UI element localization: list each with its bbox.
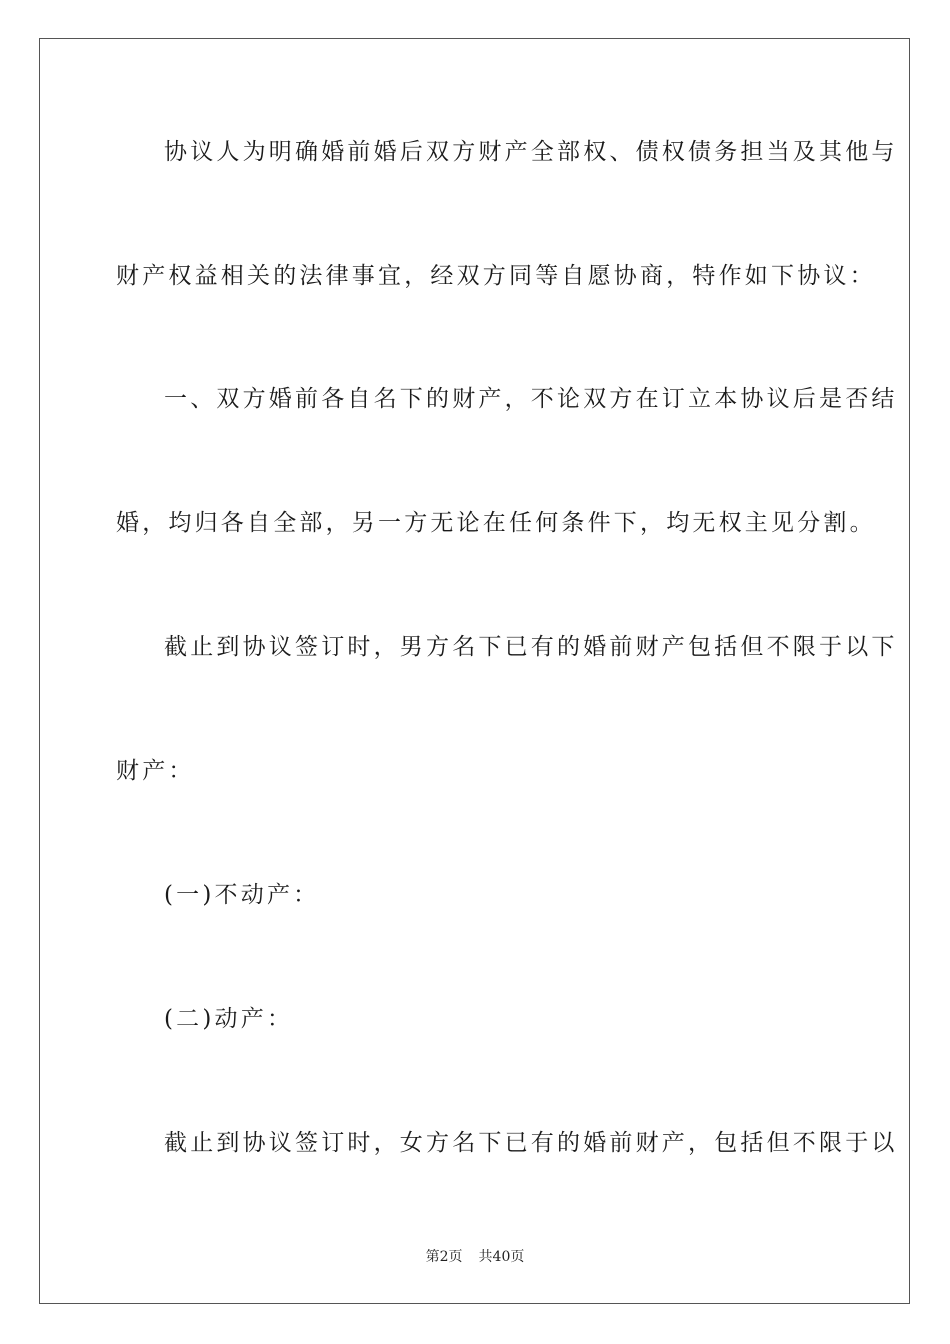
paragraph-line-4: 婚，均归各自全部，另一方无论在任何条件下，均无权主见分割。 <box>116 510 876 536</box>
paragraph-line-1: 协议人为明确婚前婚后双方财产全部权、债权债务担当及其他与 <box>164 139 898 165</box>
paragraph-line-7: (一)不动产： <box>164 882 320 908</box>
page-total: 共40页 <box>478 1249 525 1265</box>
paragraph-line-2: 财产权益相关的法律事宜，经双方同等自愿协商，特作如下协议： <box>116 263 876 289</box>
paragraph-line-3: 一、双方婚前各自名下的财产，不论双方在订立本协议后是否结 <box>164 386 898 412</box>
paragraph-line-5: 截止到协议签订时，男方名下已有的婚前财产包括但不限于以下 <box>164 634 898 660</box>
paragraph-line-6: 财产： <box>116 758 195 784</box>
page-number: 第2页 <box>425 1249 463 1265</box>
paragraph-line-8: (二)动产： <box>164 1006 294 1032</box>
paragraph-line-9: 截止到协议签订时，女方名下已有的婚前财产，包括但不限于以 <box>164 1130 898 1156</box>
page-footer <box>0 1248 950 1266</box>
page-border <box>39 38 910 1304</box>
